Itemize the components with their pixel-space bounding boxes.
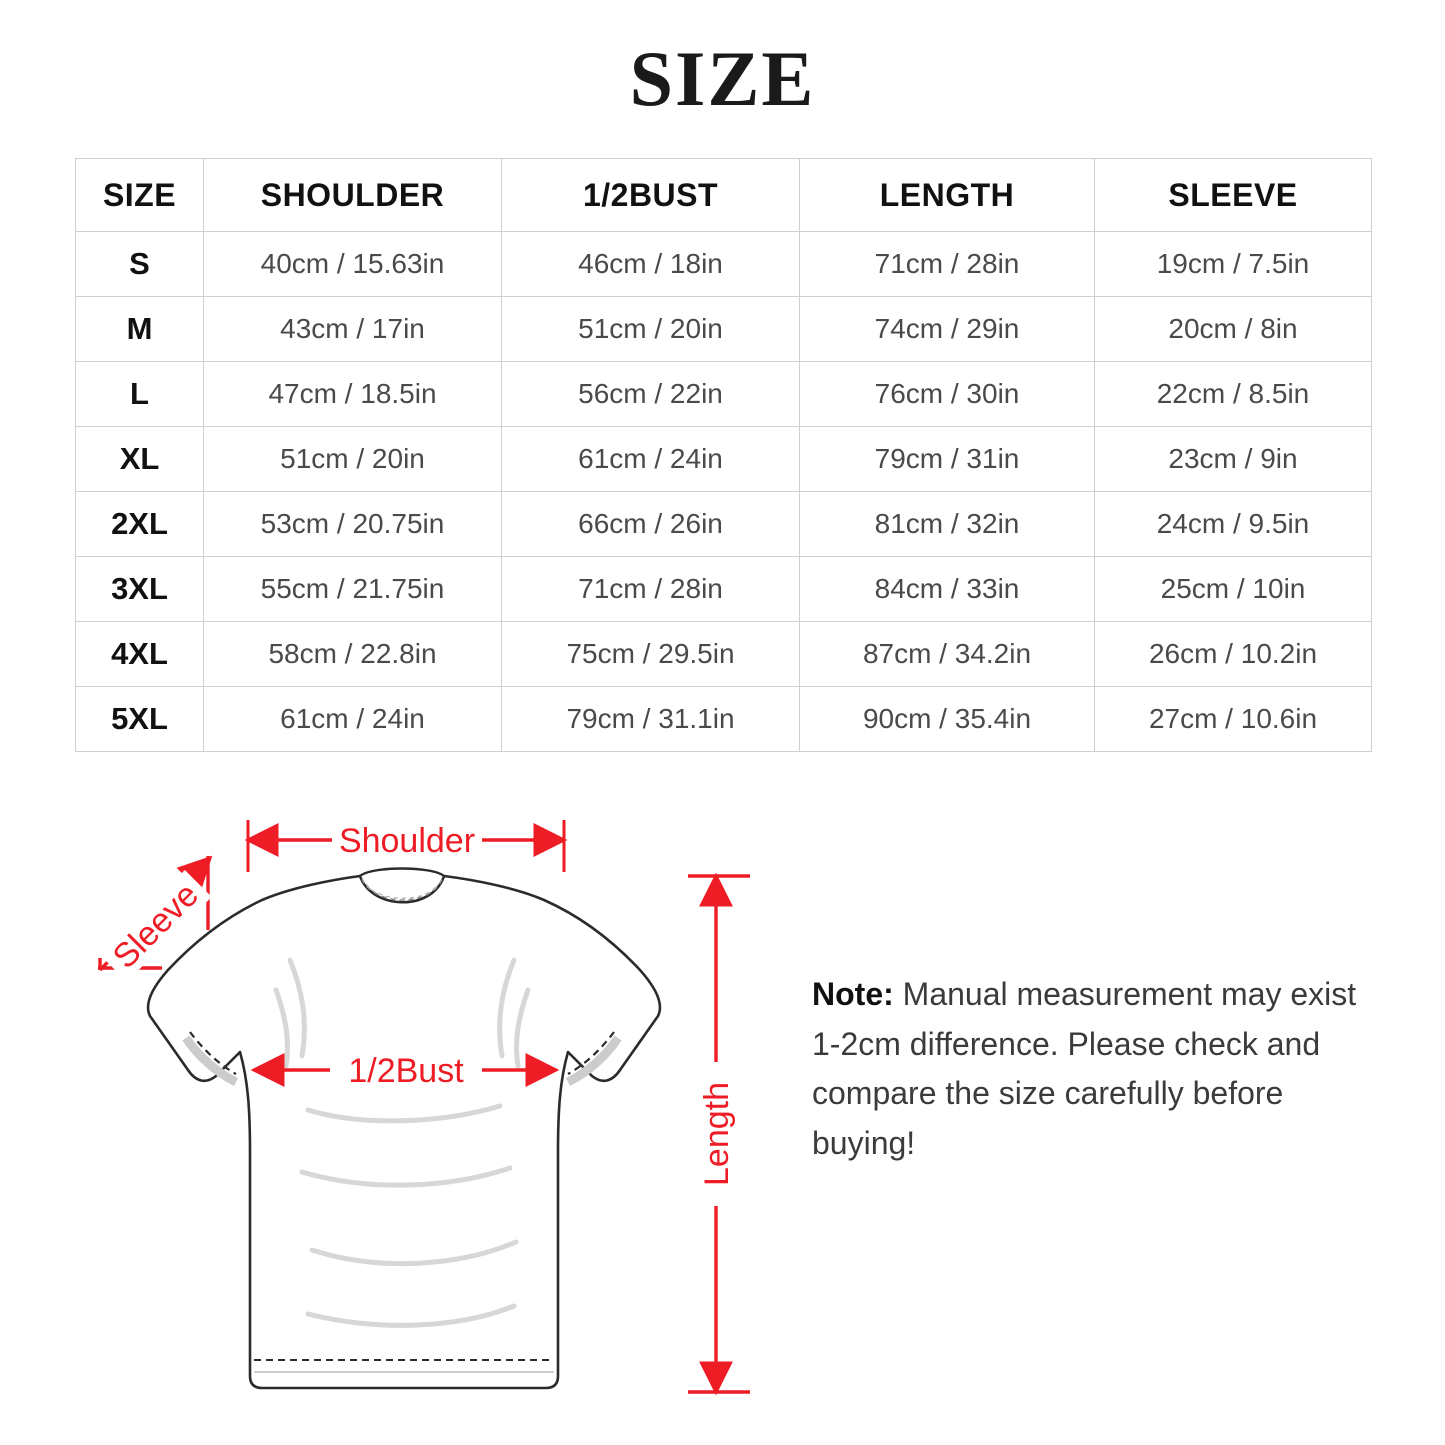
note-text: Manual measurement may exist 1-2cm difference. Please check and compare the size carefully before buying! xyxy=(812,976,1357,1161)
cell-sleeve: 24cm / 9.5in xyxy=(1095,492,1372,557)
cell-sleeve: 25cm / 10in xyxy=(1095,557,1372,622)
cell-size: S xyxy=(76,232,204,297)
cell-sleeve: 26cm / 10.2in xyxy=(1095,622,1372,687)
tshirt-diagram xyxy=(40,780,800,1420)
table-row xyxy=(76,427,1372,492)
cell-bust: 51cm / 20in xyxy=(502,297,800,362)
shoulder-label-text: Shoulder xyxy=(338,822,476,860)
column-header-sleeve: SLEEVE xyxy=(1095,159,1372,232)
cell-sleeve: 19cm / 7.5in xyxy=(1095,232,1372,297)
cell-length: 90cm / 35.4in xyxy=(800,687,1095,752)
cell-size: L xyxy=(76,362,204,427)
cell-bust: 56cm / 22in xyxy=(502,362,800,427)
cell-sleeve: 23cm / 9in xyxy=(1095,427,1372,492)
sleeve-label-text: Sleeve xyxy=(105,875,207,977)
cell-shoulder: 55cm / 21.75in xyxy=(204,557,502,622)
cell-length: 81cm / 32in xyxy=(800,492,1095,557)
cell-length: 84cm / 33in xyxy=(800,557,1095,622)
cell-length: 79cm / 31in xyxy=(800,427,1095,492)
cell-bust: 71cm / 28in xyxy=(502,557,800,622)
cell-bust: 66cm / 26in xyxy=(502,492,800,557)
cell-length: 71cm / 28in xyxy=(800,232,1095,297)
table-row xyxy=(76,492,1372,557)
column-header-length: LENGTH xyxy=(800,159,1095,232)
table-row xyxy=(76,687,1372,752)
cell-size: XL xyxy=(76,427,204,492)
note-block xyxy=(812,970,1392,1168)
table-row xyxy=(76,622,1372,687)
cell-size: 2XL xyxy=(76,492,204,557)
cell-sleeve: 27cm / 10.6in xyxy=(1095,687,1372,752)
column-header-size: SIZE xyxy=(76,159,204,232)
column-header-bust: 1/2BUST xyxy=(502,159,800,232)
table-header-row xyxy=(76,159,1372,232)
cell-shoulder: 43cm / 17in xyxy=(204,297,502,362)
cell-shoulder: 58cm / 22.8in xyxy=(204,622,502,687)
cell-shoulder: 40cm / 15.63in xyxy=(204,232,502,297)
page-title: SIZE xyxy=(629,35,816,122)
cell-length: 74cm / 29in xyxy=(800,297,1095,362)
length-label-text: Length xyxy=(698,1082,736,1186)
table-row xyxy=(76,557,1372,622)
cell-bust: 46cm / 18in xyxy=(502,232,800,297)
cell-shoulder: 47cm / 18.5in xyxy=(204,362,502,427)
table-row xyxy=(76,232,1372,297)
cell-size: 5XL xyxy=(76,687,204,752)
note-label: Note: xyxy=(812,976,894,1012)
cell-bust: 75cm / 29.5in xyxy=(502,622,800,687)
cell-shoulder: 61cm / 24in xyxy=(204,687,502,752)
size-table xyxy=(75,158,1372,752)
cell-bust: 79cm / 31.1in xyxy=(502,687,800,752)
cell-shoulder: 51cm / 20in xyxy=(204,427,502,492)
cell-size: M xyxy=(76,297,204,362)
cell-bust: 61cm / 24in xyxy=(502,427,800,492)
table-row xyxy=(76,297,1372,362)
column-header-shoulder: SHOULDER xyxy=(204,159,502,232)
bust-label-text: 1/2Bust xyxy=(348,1052,464,1090)
cell-size: 3XL xyxy=(76,557,204,622)
cell-size: 4XL xyxy=(76,622,204,687)
cell-sleeve: 22cm / 8.5in xyxy=(1095,362,1372,427)
cell-sleeve: 20cm / 8in xyxy=(1095,297,1372,362)
cell-length: 87cm / 34.2in xyxy=(800,622,1095,687)
cell-shoulder: 53cm / 20.75in xyxy=(204,492,502,557)
table-row xyxy=(76,362,1372,427)
cell-length: 76cm / 30in xyxy=(800,362,1095,427)
tshirt-illustration xyxy=(148,869,660,1389)
